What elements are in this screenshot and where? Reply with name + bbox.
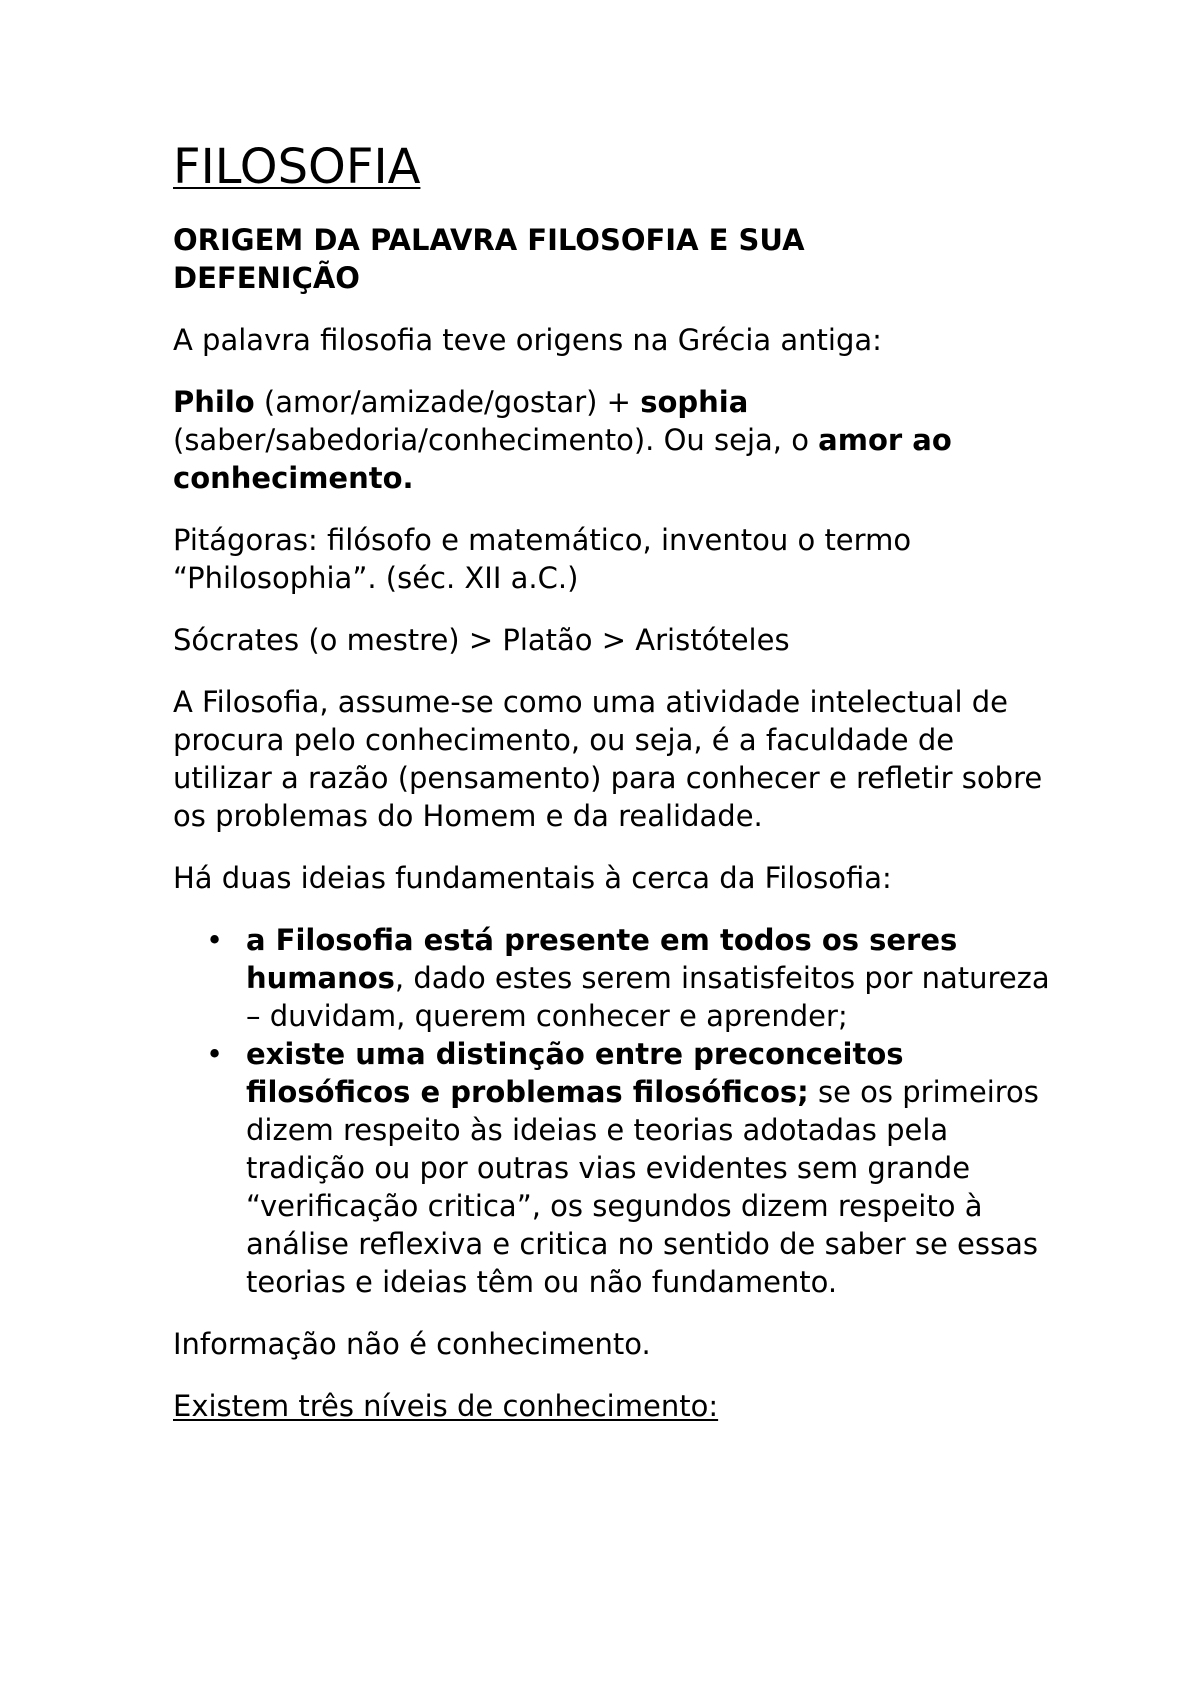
pitagoras-line-2: “Philosophia”. (séc. XII a.C.) [173,561,579,596]
term-philo: Philo [173,385,255,420]
paragraph-origin: A palavra filosofia teve origens na Grécia antiga: [173,323,882,358]
section-heading-line-2: DEFENIÇÃO [173,261,360,296]
list-item-bold: existe uma distinção entre preconceitos filosóficos e problemas filosóficos; [246,1037,904,1110]
philo-meaning: (amor/amizade/gostar) + [254,385,641,420]
bullet-icon: • [206,923,224,958]
bullet-icon: • [206,1037,224,1072]
paragraph-knowledge-levels [173,1387,1053,1425]
list-item-text: , dado estes serem insatisfeitos por natureza – duvidam, querem conhecer e aprender; [246,961,1050,1034]
term-sophia: sophia [640,385,749,420]
document-page [173,140,1053,1449]
section-heading [173,221,1053,297]
sophia-meaning: (saber/sabedoria/conhecimento). Ou seja, o [173,423,819,458]
knowledge-levels-heading: Existem três níveis de conhecimento: [173,1389,719,1424]
term-conclusion: amor ao conhecimento. [173,423,952,496]
ideas-list [173,921,1053,1301]
document-title: FILOSOFIA [173,139,421,195]
paragraph-two-ideas: Há duas ideias fundamentais à cerca da Filosofia: [173,861,892,896]
list-item [173,921,1053,1035]
paragraph-etymology [173,383,1053,497]
list-item-text: se os primeiros dizem respeito às ideias e teorias adotadas pela tradição ou por outras vias evidentes sem grande “verificação critica”, os segundos dizem respeito à análise reflexiva e critica no sentido de saber se essas teorias e ideias têm ou não fundamento. [246,1075,1039,1300]
paragraph-information: Informação não é conhecimento. [173,1327,651,1362]
paragraph-definition: A Filosofia, assume-se como uma atividade intelectual de procura pelo conhecimento, ou seja, é a faculdade de utilizar a razão (pensamento) para conhecer e refletir sobre os problemas do Homem e da realidade. [173,685,1043,834]
pitagoras-line-1: Pitágoras: filósofo e matemático, inventou o termo [173,523,912,558]
paragraph-pitagoras [173,521,1053,597]
list-item-bold: a Filosofia está presente em todos os seres humanos [246,923,958,996]
paragraph-philosophers: Sócrates (o mestre) > Platão > Aristóteles [173,623,790,658]
section-heading-line-1: ORIGEM DA PALAVRA FILOSOFIA E SUA [173,223,805,258]
list-item [173,1035,1053,1301]
